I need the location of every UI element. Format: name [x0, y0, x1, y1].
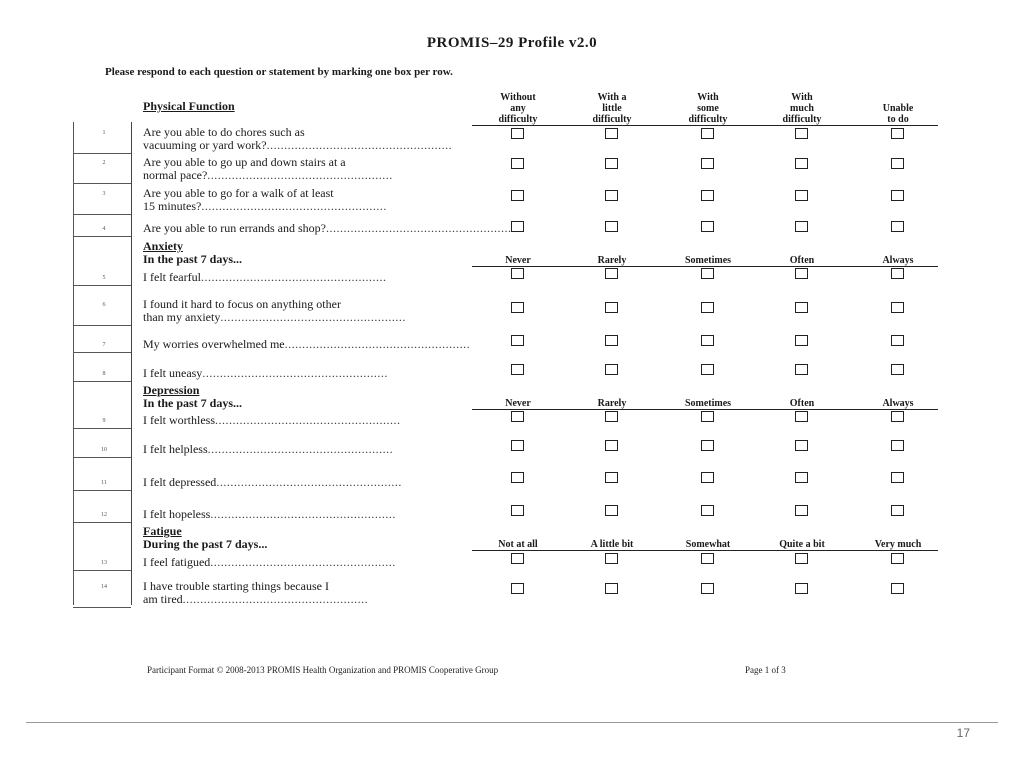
number-column-rule	[73, 325, 131, 326]
question-text-line	[143, 311, 463, 324]
question-number: 5	[102, 275, 106, 281]
question-text-content: Are you able to go for a walk of at least	[143, 186, 334, 200]
footer-copyright: Participant Format © 2008-2013 PROMIS Health Organization and PROMIS Cooperative Group	[147, 665, 499, 675]
column-header-line: With	[791, 92, 813, 103]
instruction-text: Please respond to each question or statement by marking one box per row.	[105, 66, 453, 78]
question-text	[143, 476, 463, 489]
answer-checkbox[interactable]	[511, 364, 524, 375]
section-name: Depression	[143, 383, 200, 397]
answer-checkbox[interactable]	[795, 505, 808, 516]
column-header-line: difficulty	[782, 114, 822, 125]
number-column-rule	[73, 428, 131, 429]
column-header-line: difficulty	[688, 114, 728, 125]
question-text-line	[143, 221, 512, 235]
column-header-physical	[662, 92, 754, 125]
question-text	[143, 298, 463, 324]
number-column-rule	[73, 214, 131, 215]
column-header-line: difficulty	[498, 114, 538, 125]
question-text	[143, 156, 463, 182]
answer-checkbox[interactable]	[701, 221, 714, 232]
answer-checkbox[interactable]	[701, 190, 714, 201]
question-number: 8	[102, 371, 106, 377]
question-text-content: Are you able to go up and down stairs at a	[143, 155, 346, 169]
dot-leader: .....................................................	[214, 413, 401, 427]
question-text	[143, 367, 463, 380]
answer-checkbox[interactable]	[701, 158, 714, 169]
question-text-content: I have trouble starting things because I	[143, 579, 329, 593]
dot-leader: .....................................................	[210, 555, 396, 569]
dot-leader: .....................................................	[200, 270, 387, 284]
question-text-line	[143, 443, 463, 456]
answer-checkbox[interactable]	[891, 128, 904, 139]
answer-checkbox[interactable]	[701, 472, 714, 483]
column-header-physical	[566, 92, 658, 125]
answer-checkbox[interactable]	[891, 302, 904, 313]
question-number: 7	[102, 342, 106, 348]
number-column-rule	[73, 236, 131, 237]
question-text-content: I felt uneasy	[143, 366, 203, 380]
answer-checkbox[interactable]	[795, 553, 808, 564]
column-header-physical	[473, 92, 563, 125]
answer-checkbox[interactable]	[795, 221, 808, 232]
dot-leader: .....................................................	[202, 366, 388, 380]
answer-checkbox[interactable]	[605, 128, 618, 139]
question-text-content: normal pace?	[143, 168, 208, 182]
question-text-line	[143, 200, 463, 213]
number-column-rule	[73, 153, 131, 154]
answer-checkbox[interactable]	[605, 505, 618, 516]
question-text-content: than my anxiety	[143, 310, 221, 324]
answer-checkbox[interactable]	[511, 221, 524, 232]
column-header-line: to do	[887, 114, 909, 125]
answer-checkbox[interactable]	[701, 440, 714, 451]
column-header-line: much	[790, 103, 814, 114]
answer-checkbox[interactable]	[605, 583, 618, 594]
answer-checkbox[interactable]	[891, 553, 904, 564]
section-heading-physical	[143, 100, 235, 113]
section-name: Physical Function	[143, 99, 235, 113]
answer-checkbox[interactable]	[701, 583, 714, 594]
answer-checkbox[interactable]	[701, 128, 714, 139]
section-name: Fatigue	[143, 524, 182, 538]
answer-checkbox[interactable]	[795, 472, 808, 483]
slide-divider	[26, 722, 998, 723]
answer-checkbox[interactable]	[511, 302, 524, 313]
question-text-line	[143, 556, 463, 569]
question-text-content: I felt worthless	[143, 413, 215, 427]
answer-checkbox[interactable]	[511, 505, 524, 516]
column-header-fatigue: Quite a bit	[779, 539, 825, 550]
section-subtitle: In the past 7 days...	[143, 396, 243, 410]
answer-checkbox[interactable]	[795, 302, 808, 313]
column-header-line: some	[697, 103, 719, 114]
question-text-line	[143, 508, 463, 521]
question-number: 6	[102, 302, 106, 308]
number-column-rule	[73, 352, 131, 353]
answer-checkbox[interactable]	[701, 553, 714, 564]
question-number: 4	[102, 226, 106, 232]
question-text-line	[143, 169, 463, 182]
column-header-anxiety: Often	[789, 255, 815, 266]
answer-checkbox[interactable]	[795, 268, 808, 279]
column-header-anxiety: Sometimes	[684, 255, 732, 266]
answer-checkbox[interactable]	[605, 302, 618, 313]
question-text-line	[143, 593, 463, 606]
answer-checkbox[interactable]	[891, 472, 904, 483]
question-text-content: am tired	[143, 592, 183, 606]
dot-leader: .....................................................	[201, 199, 387, 213]
question-number: 12	[101, 512, 107, 518]
section-subtitle: In the past 7 days...	[143, 252, 243, 266]
section-name: Anxiety	[143, 239, 183, 253]
answer-checkbox[interactable]	[891, 583, 904, 594]
question-text-line	[143, 271, 463, 284]
answer-checkbox[interactable]	[605, 411, 618, 422]
column-header-depression: Never	[505, 398, 531, 409]
answer-checkbox[interactable]	[795, 190, 808, 201]
answer-checkbox[interactable]	[795, 158, 808, 169]
question-text-line	[143, 367, 463, 380]
question-number: 3	[102, 191, 106, 197]
column-header-depression: Always	[882, 398, 914, 409]
section-heading-depression	[143, 384, 242, 410]
column-header-anxiety: Rarely	[597, 255, 627, 266]
answer-checkbox[interactable]	[701, 335, 714, 346]
question-text-content: 15 minutes?	[143, 199, 202, 213]
answer-checkbox[interactable]	[511, 128, 524, 139]
column-header-depression: Rarely	[597, 398, 627, 409]
number-column-rule	[73, 522, 131, 523]
question-text-content: I felt helpless	[143, 442, 208, 456]
answer-checkbox[interactable]	[891, 505, 904, 516]
answer-checkbox[interactable]	[605, 190, 618, 201]
column-header-fatigue: Not at all	[498, 539, 538, 550]
question-text	[143, 187, 463, 213]
answer-checkbox[interactable]	[891, 268, 904, 279]
answer-checkbox[interactable]	[891, 190, 904, 201]
column-header-rule	[472, 409, 938, 410]
question-number: 10	[101, 447, 107, 453]
answer-checkbox[interactable]	[701, 268, 714, 279]
dot-leader: .....................................................	[207, 442, 394, 456]
column-header-fatigue: A little bit	[590, 539, 634, 550]
section-heading-anxiety	[143, 240, 242, 266]
column-header-fatigue: Somewhat	[685, 539, 731, 550]
column-header-line: Without	[500, 92, 536, 103]
question-text	[143, 271, 463, 284]
question-number: 14	[101, 584, 107, 590]
column-header-line: Unable	[882, 103, 914, 114]
question-text-line	[143, 337, 471, 351]
dot-leader: .....................................................	[207, 168, 393, 182]
answer-checkbox[interactable]	[605, 335, 618, 346]
answer-checkbox[interactable]	[795, 583, 808, 594]
column-header-rule	[472, 266, 938, 267]
column-header-line: difficulty	[592, 114, 632, 125]
column-header-depression: Sometimes	[684, 398, 732, 409]
answer-checkbox[interactable]	[511, 335, 524, 346]
column-header-line: any	[510, 103, 526, 114]
question-text	[143, 580, 463, 606]
number-column-rule	[73, 183, 131, 184]
answer-checkbox[interactable]	[701, 302, 714, 313]
dot-leader: .....................................................	[266, 138, 453, 152]
section-heading-fatigue	[143, 525, 267, 551]
answer-checkbox[interactable]	[605, 221, 618, 232]
column-header-rule	[472, 550, 938, 551]
question-text-content: I feel fatigued	[143, 555, 211, 569]
question-text-content: My worries overwhelmed me	[143, 337, 285, 351]
answer-checkbox[interactable]	[605, 364, 618, 375]
answer-checkbox[interactable]	[605, 472, 618, 483]
section-subtitle: During the past 7 days...	[143, 537, 268, 551]
question-text-content: vacuuming or yard work?	[143, 138, 267, 152]
question-text	[143, 414, 463, 427]
document-title: PROMIS–29 Profile v2.0	[426, 35, 598, 51]
column-header-line: With a	[597, 92, 627, 103]
question-text-content: Are you able to run errands and shop?	[143, 221, 326, 235]
answer-checkbox[interactable]	[795, 411, 808, 422]
column-header-anxiety: Never	[505, 255, 531, 266]
column-header-line: With	[697, 92, 719, 103]
answer-checkbox[interactable]	[891, 364, 904, 375]
question-text-content: I felt hopeless	[143, 507, 211, 521]
question-text	[143, 221, 512, 235]
answer-checkbox[interactable]	[511, 553, 524, 564]
question-text-line	[143, 139, 463, 152]
question-text	[143, 337, 471, 351]
question-text	[143, 556, 463, 569]
dot-leader: .....................................................	[220, 310, 406, 324]
column-header-physical	[852, 92, 944, 125]
question-text-content: I felt depressed	[143, 475, 217, 489]
number-column-left-rule	[73, 122, 74, 605]
column-header-rule	[472, 125, 938, 126]
answer-checkbox[interactable]	[605, 158, 618, 169]
number-column-rule	[73, 381, 131, 382]
answer-checkbox[interactable]	[511, 583, 524, 594]
answer-checkbox[interactable]	[795, 440, 808, 451]
answer-checkbox[interactable]	[891, 335, 904, 346]
answer-checkbox[interactable]	[511, 190, 524, 201]
answer-checkbox[interactable]	[795, 128, 808, 139]
answer-checkbox[interactable]	[511, 268, 524, 279]
column-header-physical	[756, 92, 848, 125]
answer-checkbox[interactable]	[701, 364, 714, 375]
number-column-rule	[73, 457, 131, 458]
answer-checkbox[interactable]	[891, 440, 904, 451]
answer-checkbox[interactable]	[605, 268, 618, 279]
column-header-line: little	[602, 103, 622, 114]
dot-leader: .....................................................	[325, 221, 512, 235]
answer-checkbox[interactable]	[511, 158, 524, 169]
question-number: 11	[101, 480, 107, 486]
number-column-rule	[73, 570, 131, 571]
question-number: 13	[101, 560, 107, 566]
footer-page-number: Page 1 of 3	[745, 665, 786, 675]
number-column-rule	[73, 285, 131, 286]
slide-number: 17	[956, 726, 970, 740]
answer-checkbox[interactable]	[891, 158, 904, 169]
answer-checkbox[interactable]	[605, 553, 618, 564]
question-text-line	[143, 476, 463, 489]
question-text	[143, 508, 463, 521]
answer-checkbox[interactable]	[701, 411, 714, 422]
question-number: 2	[102, 160, 106, 166]
dot-leader: .....................................................	[216, 475, 402, 489]
question-text	[143, 443, 463, 456]
form-left-rule	[131, 122, 132, 605]
dot-leader: .....................................................	[182, 592, 369, 606]
answer-checkbox[interactable]	[701, 505, 714, 516]
column-header-anxiety: Always	[882, 255, 914, 266]
dot-leader: .....................................................	[210, 507, 396, 521]
question-text-content: I felt fearful	[143, 270, 201, 284]
question-text-content: Are you able to do chores such as	[143, 125, 305, 139]
column-header-depression: Often	[789, 398, 815, 409]
answer-checkbox[interactable]	[795, 364, 808, 375]
question-text-line	[143, 414, 463, 427]
question-number: 1	[102, 130, 106, 136]
dot-leader: .....................................................	[284, 337, 471, 351]
answer-checkbox[interactable]	[511, 472, 524, 483]
answer-checkbox[interactable]	[511, 411, 524, 422]
answer-checkbox[interactable]	[891, 411, 904, 422]
column-header-fatigue: Very much	[874, 539, 922, 550]
answer-checkbox[interactable]	[511, 440, 524, 451]
number-column-rule	[73, 490, 131, 491]
answer-checkbox[interactable]	[891, 221, 904, 232]
question-text	[143, 126, 463, 152]
question-text-content: I found it hard to focus on anything other	[143, 297, 341, 311]
answer-checkbox[interactable]	[795, 335, 808, 346]
number-column-rule	[73, 607, 131, 608]
question-number: 9	[102, 418, 106, 424]
column-header-line	[852, 92, 944, 103]
answer-checkbox[interactable]	[605, 440, 618, 451]
